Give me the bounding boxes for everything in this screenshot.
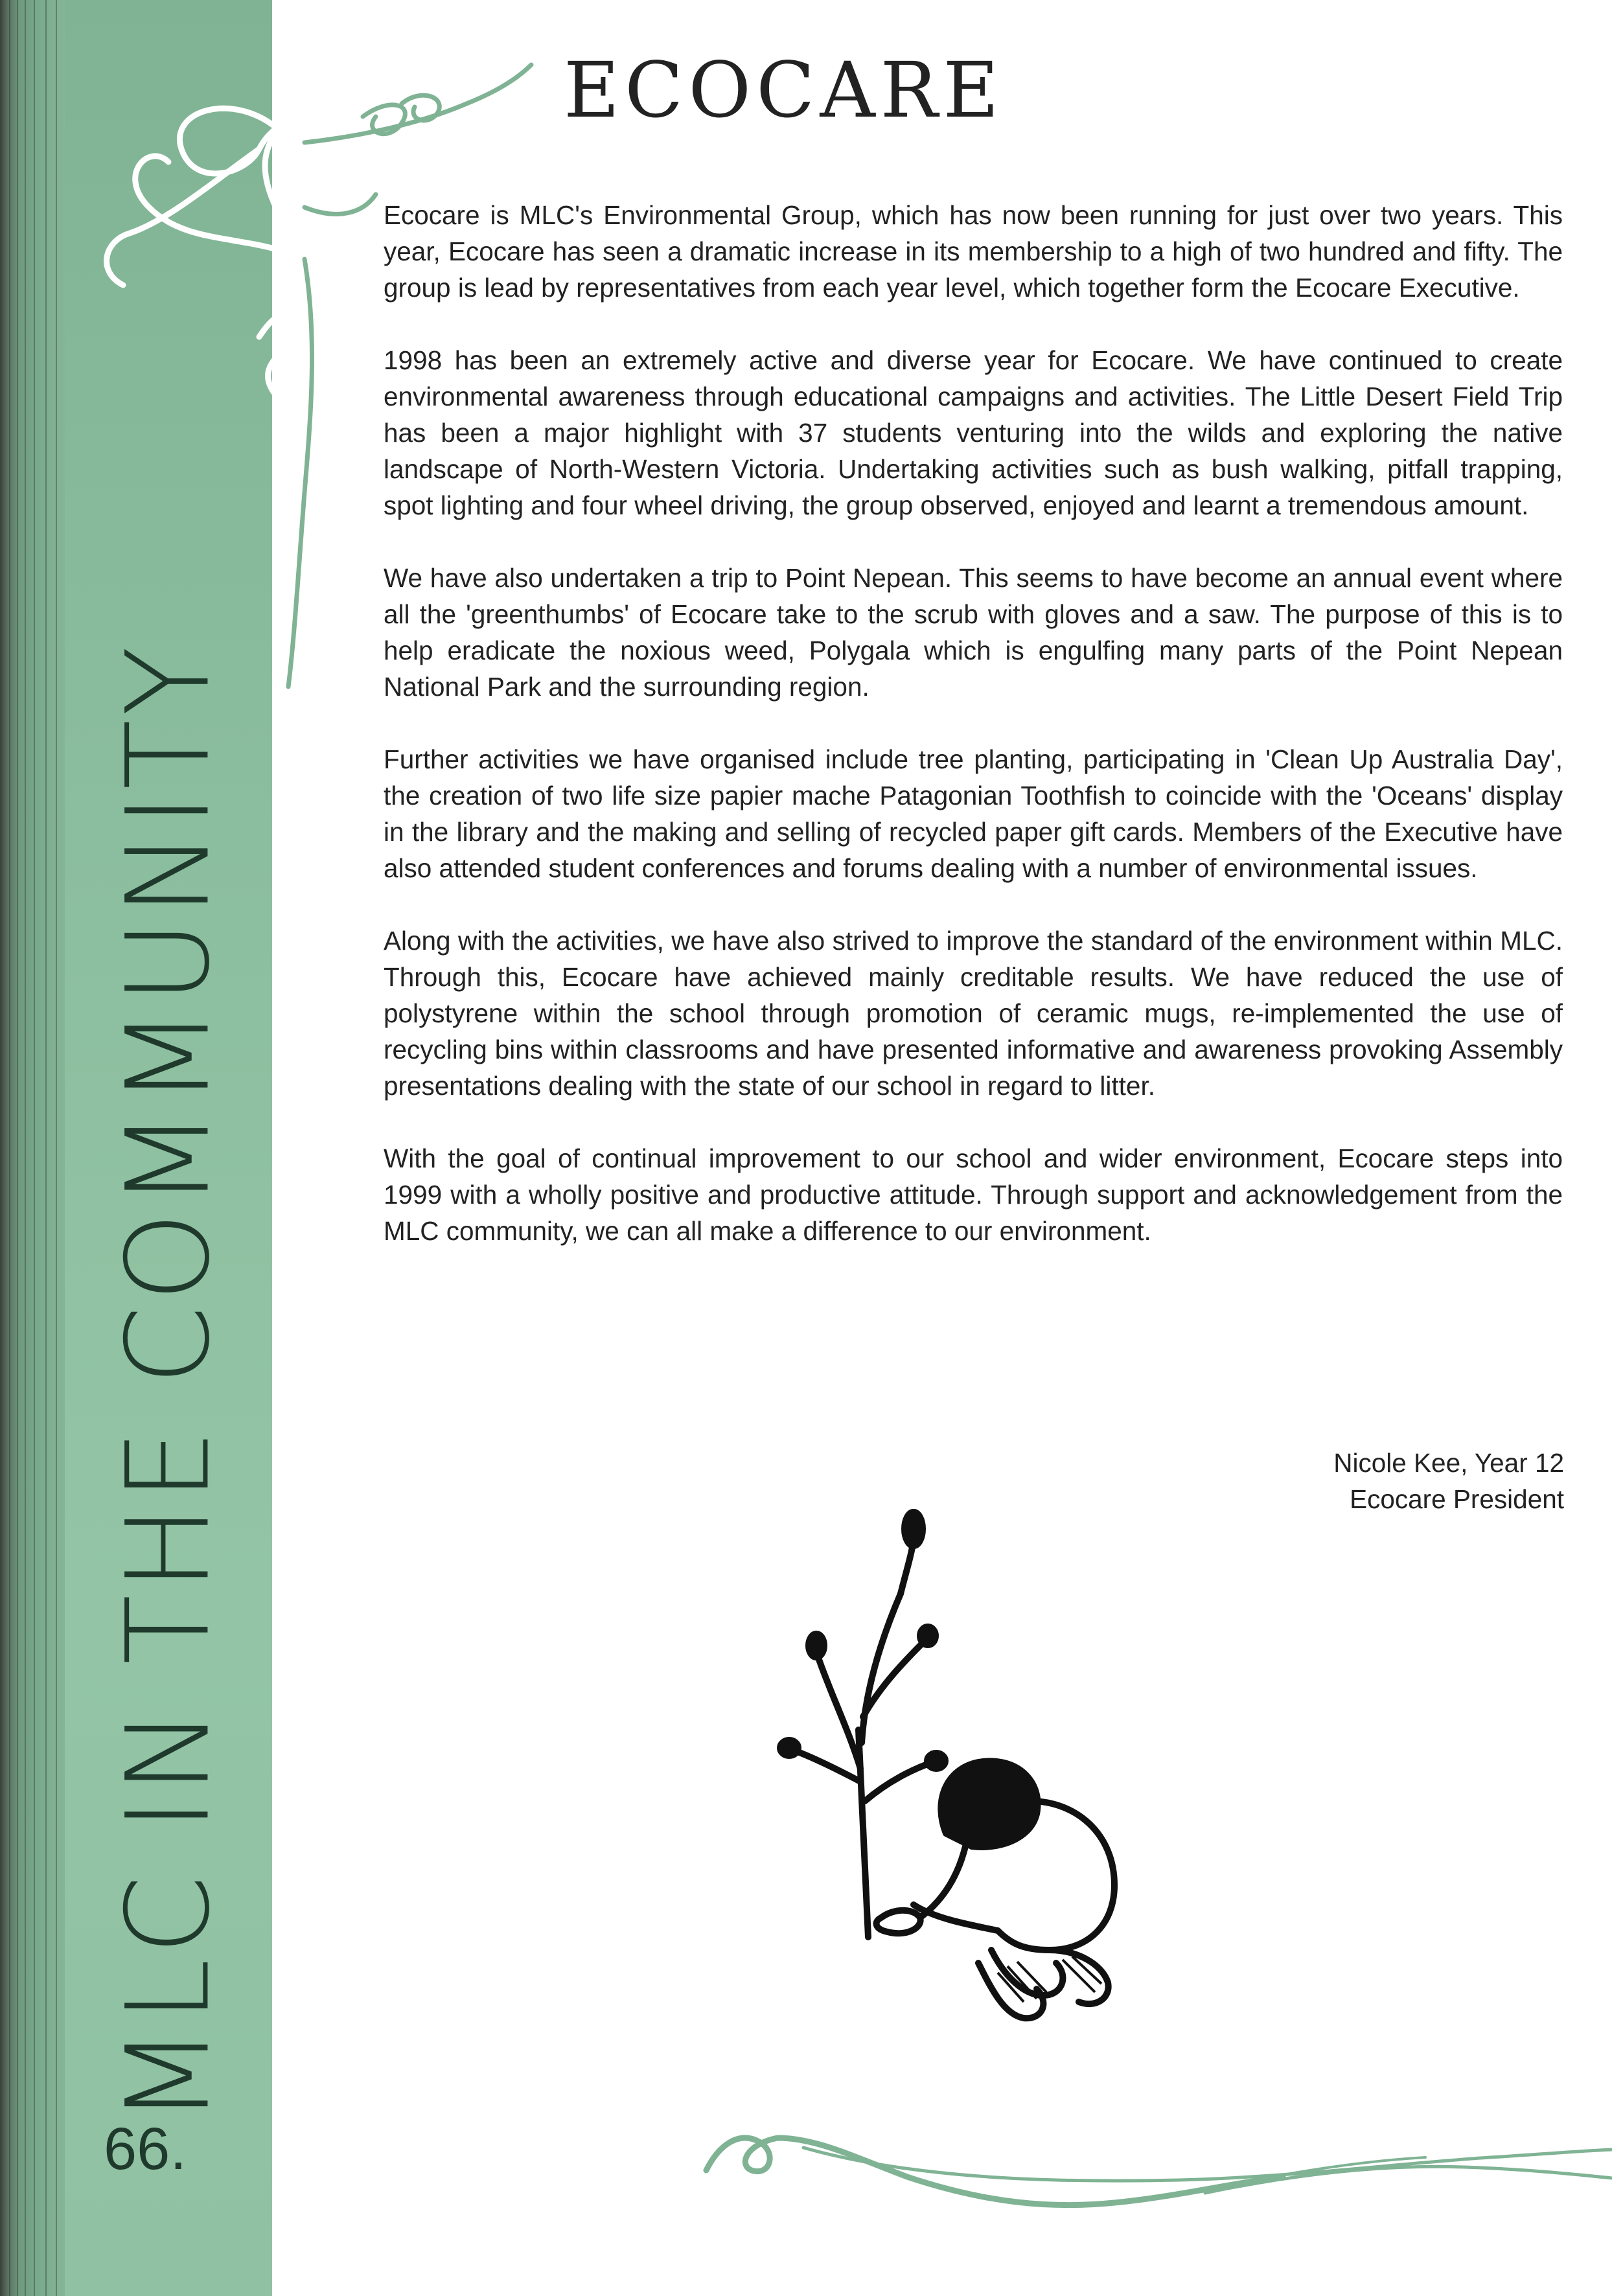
paragraph: Further activities we have organised include tree planting, participating in 'Clean Up Australia Day', the creation of two life size papier mache Patagonian Toothfish to coincide with the 'Oceans' display in the library and the making and selling of recycled paper gift cards. Members of the Executive have also attended student conferences and forums dealing with a number of environmental issues. [384,744,1563,883]
paragraph: 1998 has been an extremely active and diverse year for Ecocare. We have continued to create environmental awareness through educational campaigns and activities. The Little Desert Field Trip has been a major highlight with 37 students venturing into the wilds and exploring the native landscape of North-Western Victoria. Undertaking activities such as bush walking, pitfall trapping, spot lighting and four wheel driving, the group observed, enjoyed and learnt a tremendous amount. [384,345,1563,520]
article-body [384,197,1563,1285]
sidebar-title-text: MLC IN THE COMMUNITY [102,642,235,2124]
paragraph: Along with the activities, we have also strived to improve the standard of the environment within MLC. Through this, Ecocare have achieved mainly creditable results. We have reduced the use of polystyrene within the school through promotion of ceramic mugs, re-implemented the use of recycling bins within classrooms and have presented informative and awareness provoking Assembly presentations dealing with the state of our school in regard to litter. [384,926,1563,1101]
page-title: ECOCARE [564,45,1004,135]
paragraph: We have also undertaken a trip to Point Nepean. This seems to have become an annual event where all the 'greenthumbs' of Ecocare take to the scrub with gloves and a saw. The purpose of this is to help eradicate the noxious weed, Polygala which is engulfing many parts of the Point Nepean National Park and the surrounding region. [384,563,1563,702]
author-name: Nicole Kee, Year 12 [1333,1448,1564,1478]
author-role: Ecocare President [1350,1484,1564,1514]
paragraph: With the goal of continual improvement to our school and wider environment, Ecocare steps into 1999 with a wholly positive and productive attitude. Through support and acknowledgement from the MLC community, we can all make a difference to our environment. [384,1143,1563,1246]
page-number: 66. [104,2116,187,2182]
paragraph: Ecocare is MLC's Environmental Group, which has now been running for just over two years. This year, Ecocare has seen a dramatic increase in its membership to a high of two hundred and fifty. The group is lead by representatives from each year level, which together form the Ecocare Executive. [384,200,1563,303]
tree-planting-illustration [752,1497,1166,2028]
signature [1333,1445,1564,1517]
